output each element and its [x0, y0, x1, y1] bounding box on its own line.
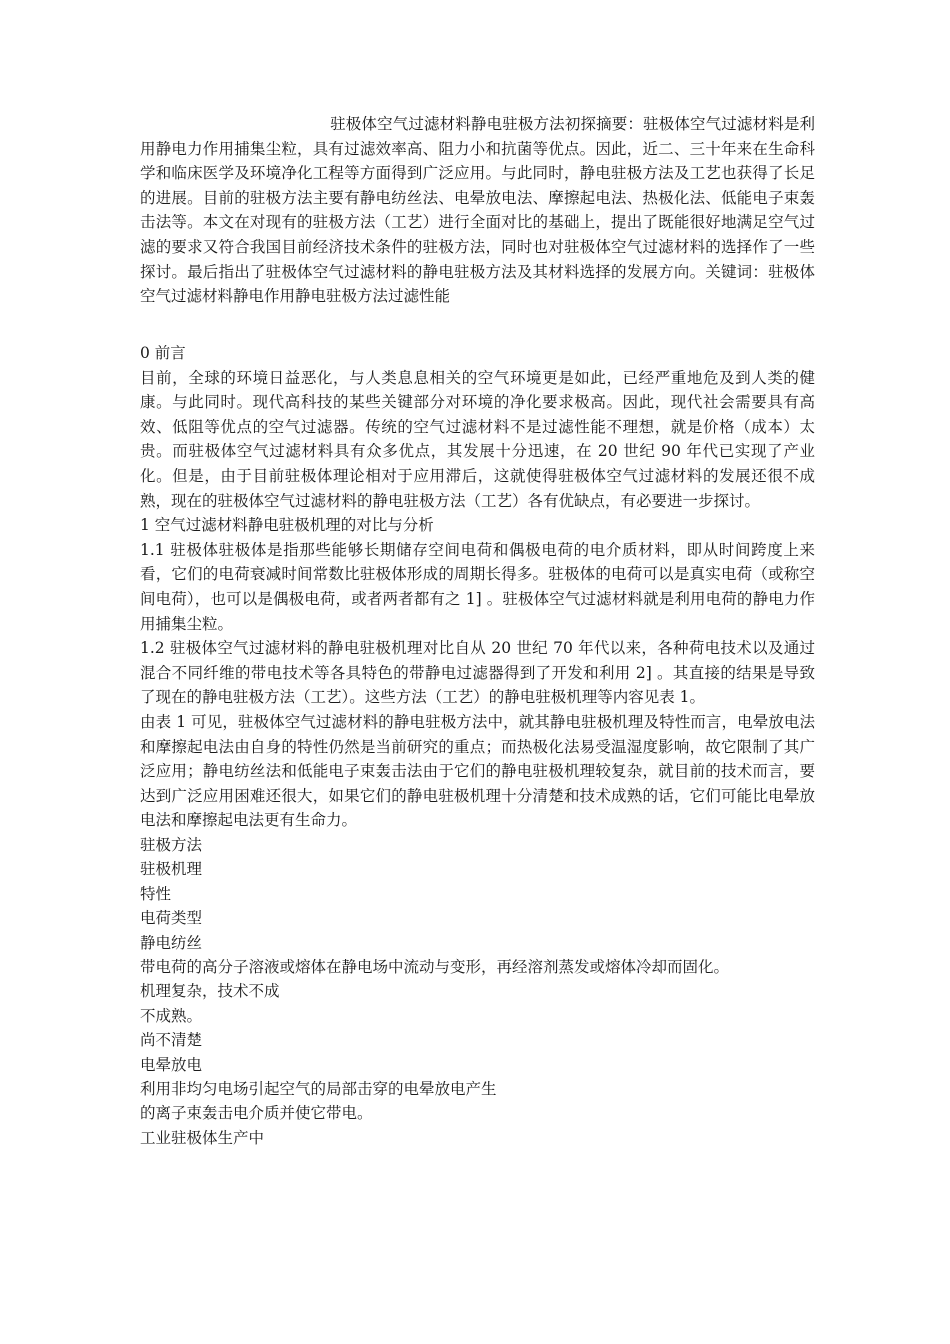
section-1-2-paragraph: 1.2 驻极体空气过滤材料的静电驻极机理对比自从 20 世纪 70 年代以来，各种荷电技术以及通过混合不同纤维的带电技术等各具特色的带静电过滤器得到了开发和利用 2] 。其直接的结果是导致了现在的静电驻极方法（工艺）。这些方法（工艺）的静电驻极机理等内容见表 1。 [140, 639, 815, 707]
table-row-characteristics-cont: 不成熟。 [140, 1006, 203, 1025]
section-1-heading: 1 空气过滤材料静电驻极机理的对比与分析 [140, 516, 434, 535]
table-row-charge-type: 尚不清楚 [140, 1031, 203, 1050]
table-row-characteristics: 工业驻极体生产中 [140, 1128, 265, 1147]
table-row-mechanism: 带电荷的高分子溶液或熔体在静电场中流动与变形，再经溶剂蒸发或熔体冷却而固化。 [140, 957, 730, 976]
abstract-paragraph [140, 112, 815, 309]
table-header-characteristics: 特性 [140, 884, 172, 903]
abstract-text: 驻极体空气过滤材料静电驻极方法初探摘要：驻极体空气过滤材料是利用静电力作用捕集尘粒，具有过滤效率高、阻力小和抗菌等优点。因此，近二、三十年来在生命科学和临床医学及环境净化工程等方面得到广泛应用。与此同时，静电驻极方法及工艺也获得了长足的进展。目前的驻极方法主要有静电纺丝法、电晕放电法、摩擦起电法、热极化法、低能电子束轰击法等。本文在对现有的驻极方法（工艺）进行全面对比的基础上，提出了既能很好地满足空气过滤的要求又符合我国目前经济技术条件的驻极方法，同时也对驻极体空气过滤材料的选择作了一些探讨。最后指出了驻极体空气过滤材料的静电驻极方法及其材料选择的发展方向。关键词：驻极体空气过滤材料静电作用静电驻极方法过滤性能 [140, 115, 815, 306]
preface-heading: 0 前言 [140, 344, 186, 362]
table-1-content [140, 833, 815, 1150]
document-body [140, 341, 815, 1150]
preface-paragraph: 目前，全球的环境日益恶化，与人类息息相关的空气环境更是如此，已经严重地危及到人类的健康。与此同时。现代高科技的某些关键部分对环境的净化要求极高。因此，现代社会需要具有高效、低阻等优点的空气过滤器。传统的空气过滤材料不是过滤性能不理想，就是价格（成本）太贵。而驻极体空气过滤材料具有众多优点，其发展十分迅速，在 20 世纪 90 年代已实现了产业化。但是，由于目前驻极体理论相对于应用滞后，这就使得驻极体空气过滤材料的发展还很不成熟，现在的驻极体空气过滤材料的静电驻极方法（工艺）各有优缺点，有必要进一步探讨。 [140, 368, 815, 510]
table-row-mechanism: 利用非均匀电场引起空气的局部击穿的电晕放电产生 [140, 1079, 497, 1098]
table-row-mechanism-cont: 的离子束轰击电介质并使它带电。 [140, 1104, 373, 1123]
table-row-method: 电晕放电 [140, 1055, 203, 1074]
table-header-charge-type: 电荷类型 [140, 909, 203, 928]
section-1-1-paragraph: 1.1 驻极体驻极体是指那些能够长期储存空间电荷和偶极电荷的电介质材料，即从时间跨度上来看，它们的电荷衰减时间常数比驻极体形成的周期长得多。驻极体的电荷可以是真实电荷（或称空间电荷），也可以是偶极电荷，或者两者都有之 1] 。驻极体空气过滤材料就是利用电荷的静电力作用捕集尘粒。 [140, 540, 815, 633]
table-header-method: 驻极方法 [140, 835, 203, 854]
table-row-method: 静电纺丝 [140, 933, 203, 952]
section-1-analysis-paragraph: 由表 1 可见，驻极体空气过滤材料的静电驻极方法中，就其静电驻极机理及特性而言，电晕放电法和摩擦起电法由自身的特性仍然是当前研究的重点；而热极化法易受温湿度影响，故它限制了其广泛应用；静电纺丝法和低能电子束轰击法由于它们的静电驻极机理较复杂，就目前的技术而言，要达到广泛应用困难还很大，如果它们的静电驻极机理十分清楚和技术成熟的话，它们可能比电晕放电法和摩擦起电法更有生命力。 [140, 712, 815, 830]
table-header-mechanism: 驻极机理 [140, 860, 203, 879]
table-row-characteristics: 机理复杂，技术不成 [140, 982, 280, 1001]
